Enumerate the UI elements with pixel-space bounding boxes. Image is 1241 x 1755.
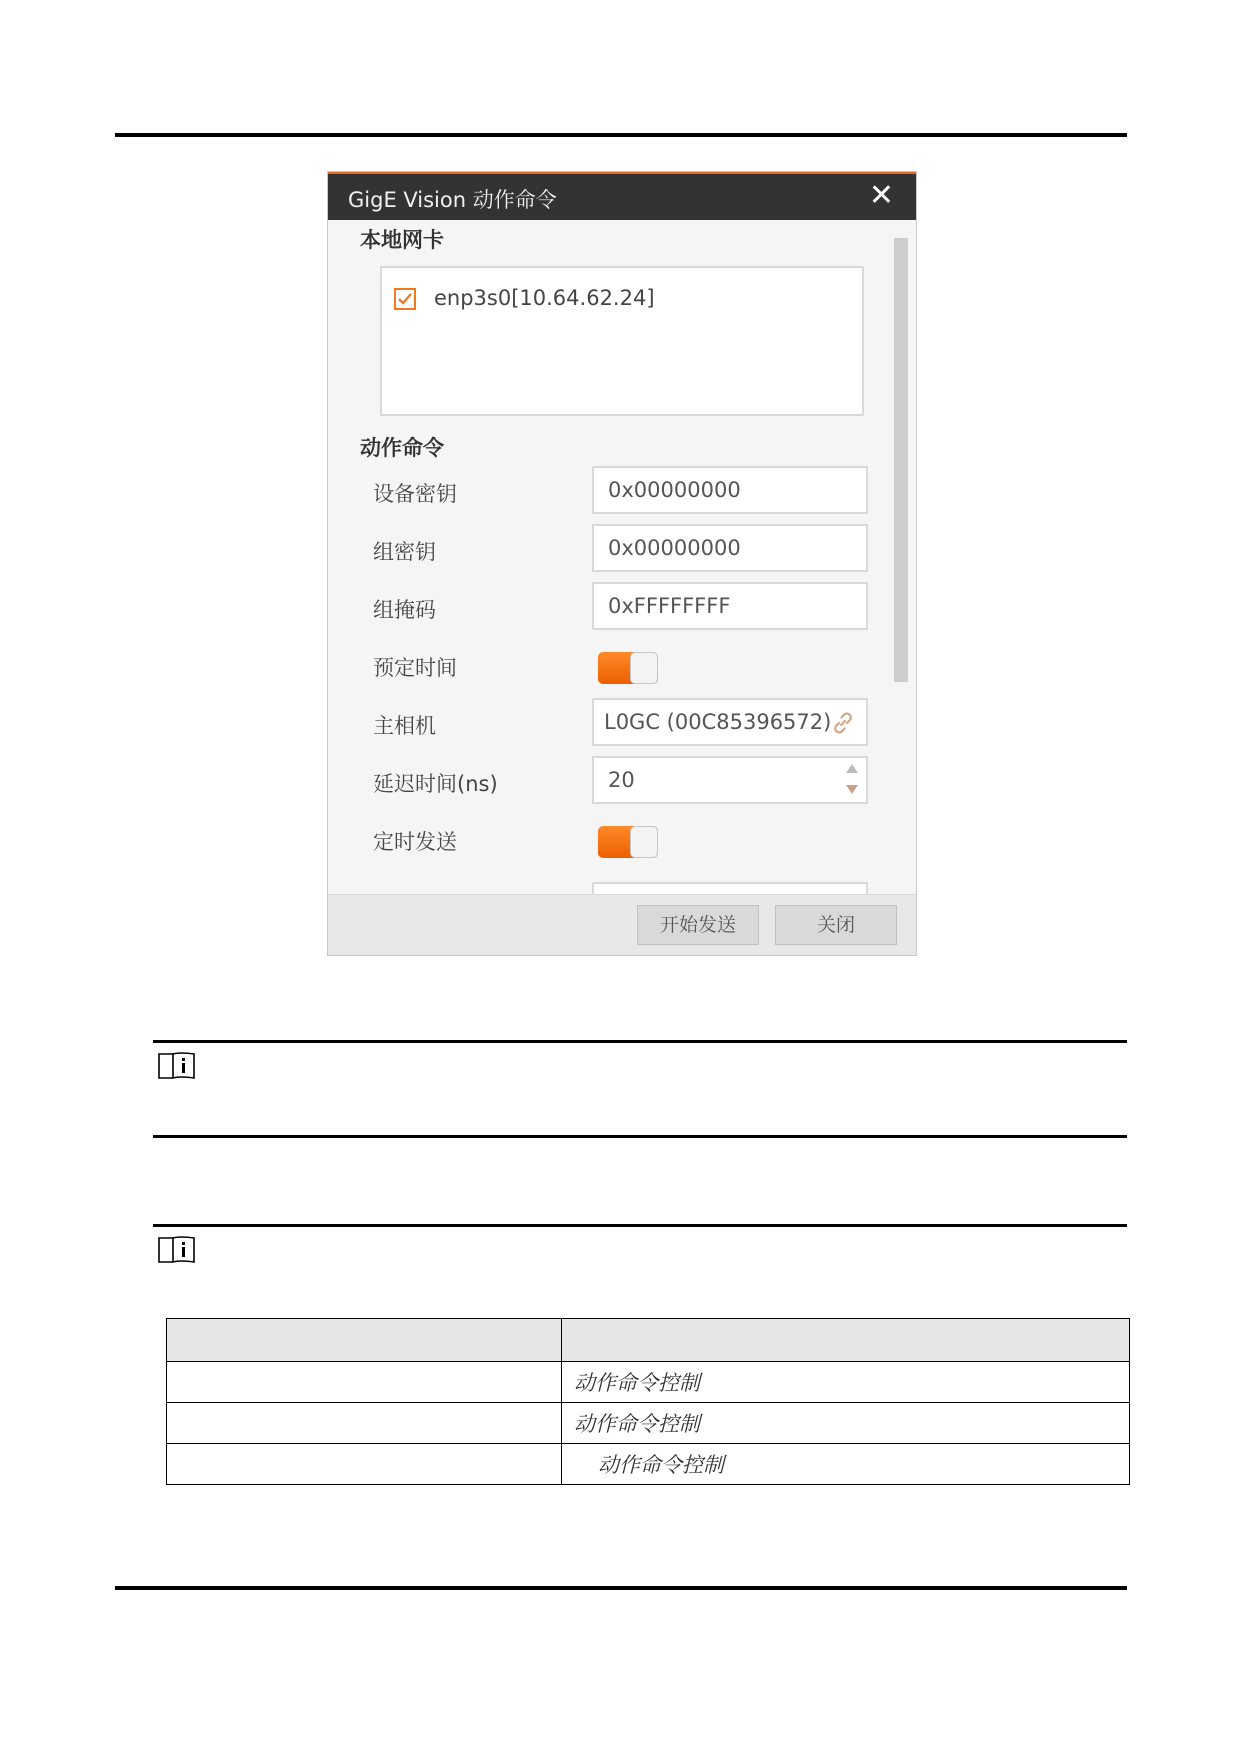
delay-time-value: 20 (608, 768, 635, 792)
header-rule (115, 133, 1127, 137)
table-row (167, 1362, 1130, 1403)
device-key-value: 0x00000000 (608, 478, 741, 502)
footer-rule (115, 1586, 1127, 1590)
action-command-section-title: 动作命令 (360, 436, 444, 460)
note2-top-rule (153, 1224, 1127, 1227)
delay-time-label: 延迟时间(ns) (373, 772, 498, 796)
master-camera-input[interactable] (592, 698, 868, 746)
master-camera-label: 主相机 (373, 714, 436, 738)
nic-checkbox[interactable] (394, 288, 416, 310)
nic-list (380, 266, 864, 416)
table-cell: 动作命令控制 (562, 1362, 1130, 1403)
scheduled-time-label: 预定时间 (373, 656, 457, 680)
link-icon[interactable] (830, 710, 856, 736)
close-button[interactable]: 关闭 (775, 905, 897, 945)
start-send-button[interactable]: 开始发送 (637, 905, 759, 945)
table-header-row (167, 1319, 1130, 1362)
device-key-label: 设备密钥 (373, 482, 457, 506)
group-key-value: 0x00000000 (608, 536, 741, 560)
note-bottom-rule (153, 1135, 1127, 1138)
table-header-cell (562, 1319, 1130, 1362)
note-top-rule (153, 1040, 1127, 1043)
dialog-footer (328, 894, 916, 956)
nic-item-label: enp3s0[10.64.62.24] (434, 286, 655, 310)
delay-time-spinbox[interactable] (592, 756, 868, 804)
table-row (167, 1403, 1130, 1444)
table-cell (167, 1362, 562, 1403)
table-row (167, 1444, 1130, 1485)
vertical-scrollbar[interactable] (894, 238, 908, 682)
check-icon (397, 291, 413, 307)
group-mask-label: 组掩码 (373, 598, 436, 622)
table-header-cell (167, 1319, 562, 1362)
table-cell (167, 1403, 562, 1444)
scheduled-time-toggle[interactable] (598, 652, 658, 684)
timed-send-toggle[interactable] (598, 826, 658, 858)
group-mask-value: 0xFFFFFFFF (608, 594, 731, 618)
device-key-input[interactable] (592, 466, 868, 514)
spin-down-icon[interactable] (846, 785, 858, 794)
feature-table (166, 1318, 1130, 1485)
group-key-input[interactable] (592, 524, 868, 572)
note-icon (156, 1051, 198, 1081)
cut-off-input[interactable] (592, 882, 868, 894)
dialog-title: GigE Vision 动作命令 (348, 188, 557, 212)
group-key-label: 组密钥 (373, 540, 436, 564)
dialog-titlebar[interactable] (328, 172, 916, 220)
action-command-dialog (327, 171, 917, 956)
spin-up-icon[interactable] (846, 764, 858, 773)
note-icon (156, 1235, 198, 1265)
table-cell: 动作命令控制 (562, 1444, 1130, 1485)
local-nic-section-title: 本地网卡 (360, 228, 444, 252)
table-cell: 动作命令控制 (562, 1403, 1130, 1444)
table-cell (167, 1444, 562, 1485)
timed-send-label: 定时发送 (373, 830, 457, 854)
toggle-knob (630, 652, 658, 684)
close-icon[interactable]: ✕ (868, 178, 894, 213)
master-camera-value: L0GC (00C85396572) (604, 710, 832, 734)
group-mask-input[interactable] (592, 582, 868, 630)
toggle-knob (630, 826, 658, 858)
